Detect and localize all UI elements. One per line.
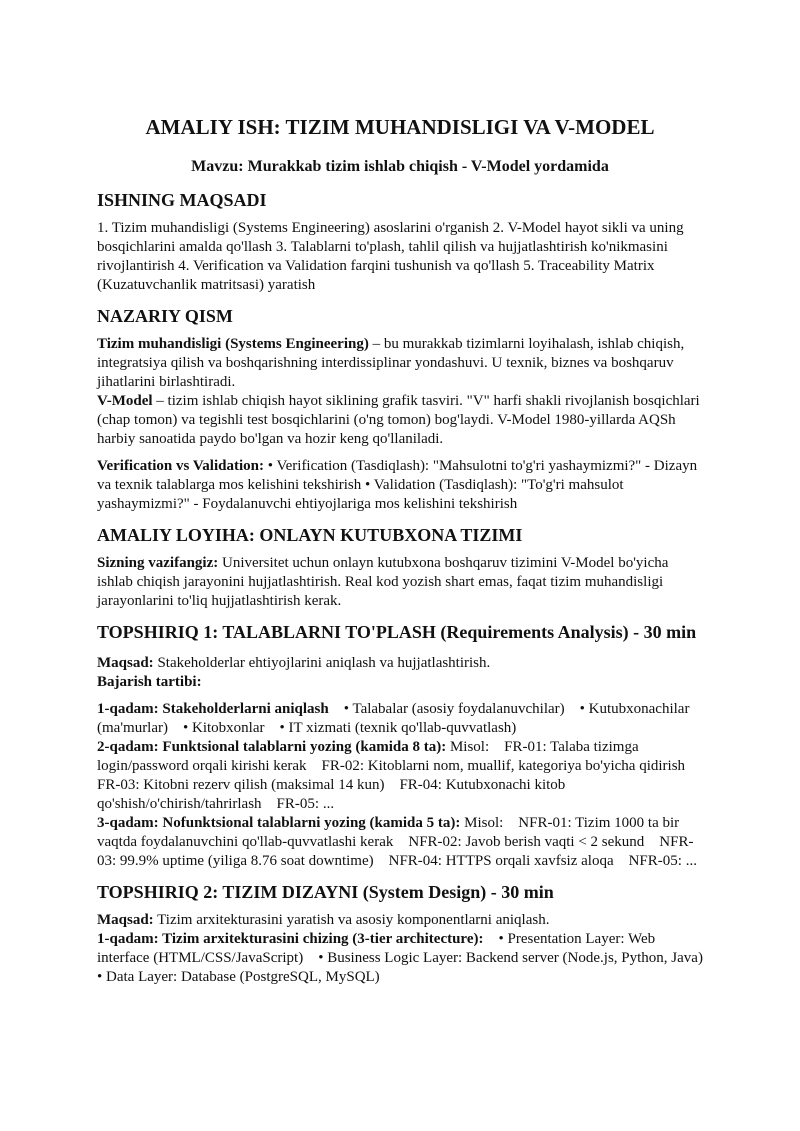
nazariy-paragraph-1 xyxy=(97,335,703,392)
t1-step-3-label: 3-qadam: Nofunktsional talablarni yozing (kamida 5 ta): xyxy=(97,815,461,831)
t1-step-1-label: 1-qadam: Stakeholderlarni aniqlash xyxy=(97,701,329,717)
nazariy-p2-text: – tizim ishlab chiqish hayot siklining grafik tasviri. "V" harfi shakli rivojlanish bosqichlari (chap tomon) va tegishli test bosqichlarini (o'ng tomon) bog'laydi. V-Model 1980-yillarda AQSh harbiy sanoatida paydo bo'lgan va hozir keng qo'llaniladi. xyxy=(97,393,700,447)
page-subtitle: Mavzu: Murakkab tizim ishlab chiqish - V-Model yordamida xyxy=(191,158,609,175)
section-heading-nazariy: NAZARIY QISM xyxy=(97,306,233,326)
t2-maqsad-label: Maqsad: xyxy=(97,912,154,928)
section-heading-loyiha: AMALIY LOYIHA: ONLAYN KUTUBXONA TIZIMI xyxy=(97,525,523,545)
t2-step-1 xyxy=(97,930,718,987)
t1-tartib-label: Bajarish tartibi: xyxy=(97,674,202,690)
t2-step-1-text: • Presentation Layer: Web interface (HTML/CSS/JavaScript) • Business Logic Layer: Backend server (Node.js, Python, Java) • Data Layer: Database (PostgreSQL, MySQL) xyxy=(97,931,718,985)
t1-tartib xyxy=(97,673,703,692)
page-title: AMALIY ISH: TIZIM MUHANDISLIGI VA V-MODEL xyxy=(145,115,655,139)
loyiha-paragraph xyxy=(97,554,703,611)
nazariy-p3-text: • Verification (Tasdiqlash): "Mahsulotni to'g'ri yashaymizmi?" - Dizayn va texnik talablarga mos kelishini tekshirish • Validation (Tasdiqlash): "To'g'ri mahsulot yashaymizmi?" - Foydalanuvchi ehtiyojlariga mos kelishini tekshirish xyxy=(97,458,698,512)
maqsad-text: 1. Tizim muhandisligi (Systems Engineering) asoslarini o'rganish 2. V-Model hayot sikli va uning bosqichlarini amalda qo'llash 3. Talablarni to'plash, tahlil qilish va hujjatlashtirish ko'nikmasini rivojlantirish 4. Verification va Validation farqini tushunish va qo'llash 5. Traceability Matrix (Kuzatuvchanlik matritsasi) yaratish xyxy=(97,220,684,293)
term-v-model: V-Model xyxy=(97,393,153,409)
loyiha-text: Universitet uchun onlayn kutubxona boshqaruv tizimini V-Model bo'yicha ishlab chiqish jarayonini hujjatlashtirish. Real kod yozish shart emas, faqat tizim muhandisligi jarayonlarini to'liq hujjatlashtirish kerak. xyxy=(97,555,669,609)
t1-step-2-text: Misol: FR-01: Talaba tizimga login/password orqali kirishi kerak FR-02: Kitoblarni nom, muallif, kategoriya bo'yicha qidirish FR-03: Kitobni rezerv qilish (maksimal 14 kun) FR-04: Kutubxonachi kitob qo'shish/o'chirish/tahrirlash FR-05: ... xyxy=(97,739,701,812)
nazariy-p1-text: – bu murakkab tizimlarni loyihalash, ishlab chiqish, integratsiya qilish va boshqarishning interdissiplinar yondashuvi. U texnik, biznes va boshqaruv jihatlarini birlashtiradi. xyxy=(97,336,685,390)
t1-step-1 xyxy=(97,700,703,738)
t1-step-1-text: • Talabalar (asosiy foydalanuvchilar) • Kutubxonachilar (ma'murlar) • Kitobxonlar • IT xizmati (texnik qo'llab-quvvatlash) xyxy=(97,701,694,736)
t1-step-3-text: Misol: NFR-01: Tizim 1000 ta bir vaqtda foydalanuvchini qo'llab-quvvatlashi kerak NFR-02: Javob berish vaqti < 2 sekund NFR-03: 99.9% uptime (yiliga 8.76 soat downtime) NFR-04: HTTPS orqali xavfsiz aloqa NFR-05: ... xyxy=(97,815,697,869)
term-systems-engineering: Tizim muhandisligi (Systems Engineering) xyxy=(97,336,369,352)
loyiha-label: Sizning vazifangiz: xyxy=(97,555,219,571)
t1-maqsad xyxy=(97,654,703,673)
t1-step-3 xyxy=(97,814,703,871)
section-heading-maqsad: ISHNING MAQSADI xyxy=(97,190,267,210)
section-heading-topshiriq-1: TOPSHIRIQ 1: TALABLARNI TO'PLASH (Requirements Analysis) - 30 min xyxy=(97,622,697,642)
t2-maqsad-text: Tizim arxitekturasini yaratish va asosiy komponentlarni aniqlash. xyxy=(153,912,550,928)
t1-step-2 xyxy=(97,738,703,814)
t1-maqsad-label: Maqsad: xyxy=(97,655,154,671)
t2-maqsad xyxy=(97,911,703,930)
t1-step-2-label: 2-qadam: Funktsional talablarni yozing (kamida 8 ta): xyxy=(97,739,447,755)
nazariy-paragraph-3 xyxy=(97,457,703,514)
term-verification-validation: Verification vs Validation: xyxy=(97,458,264,474)
t2-step-1-label: 1-qadam: Tizim arxitekturasini chizing (3-tier architecture): xyxy=(97,931,484,947)
t1-maqsad-text: Stakeholderlar ehtiyojlarini aniqlash va hujjatlashtirish. xyxy=(153,655,491,671)
section-heading-topshiriq-2: TOPSHIRIQ 2: TIZIM DIZAYNI (System Design) - 30 min xyxy=(97,882,554,902)
nazariy-paragraph-2 xyxy=(97,392,703,449)
